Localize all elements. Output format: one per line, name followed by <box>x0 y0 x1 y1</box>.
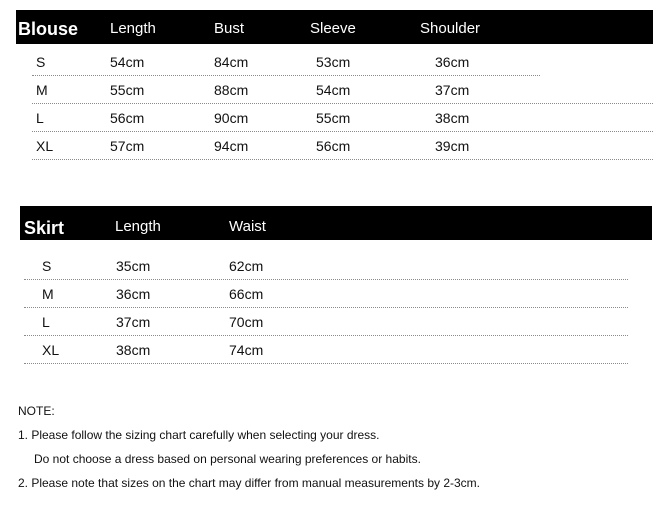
blouse-col-bust: Bust <box>214 20 245 37</box>
waist-value: 74cm <box>229 342 264 358</box>
note-line-3: 2. Please note that sizes on the chart may differ from manual measurements by 2-3cm. <box>18 476 480 490</box>
blouse-col-sleeve: Sleeve <box>310 20 356 37</box>
waist-value: 66cm <box>229 286 264 302</box>
length-value: 56cm <box>110 110 145 126</box>
sleeve-value: 56cm <box>316 138 351 154</box>
sleeve-value: 54cm <box>316 82 351 98</box>
size-label: S <box>42 258 52 274</box>
note-line-2: Do not choose a dress based on personal wearing preferences or habits. <box>34 452 421 466</box>
waist-value: 70cm <box>229 314 264 330</box>
table-row <box>24 308 628 336</box>
table-row <box>24 280 628 308</box>
size-label: L <box>42 314 50 330</box>
length-value: 36cm <box>116 286 151 302</box>
blouse-col-shoulder: Shoulder <box>420 20 481 37</box>
table-row <box>32 132 653 160</box>
table-row <box>24 252 628 280</box>
length-value: 35cm <box>116 258 151 274</box>
skirt-col-waist: Waist <box>229 218 266 235</box>
note-line-1: 1. Please follow the sizing chart carefully when selecting your dress. <box>18 428 380 442</box>
blouse-title: Blouse <box>18 19 79 39</box>
size-label: M <box>42 286 54 302</box>
bust-value: 94cm <box>214 138 249 154</box>
size-label: L <box>36 110 44 126</box>
bust-value: 84cm <box>214 54 249 70</box>
bust-value: 90cm <box>214 110 249 126</box>
size-label: XL <box>42 342 60 358</box>
shoulder-value: 38cm <box>435 110 470 126</box>
length-value: 37cm <box>116 314 151 330</box>
length-value: 54cm <box>110 54 145 70</box>
size-label: XL <box>36 138 54 154</box>
skirt-col-length: Length <box>115 218 161 235</box>
table-row <box>32 76 653 104</box>
row-divider <box>32 159 653 160</box>
length-value: 55cm <box>110 82 145 98</box>
skirt-header-bar <box>20 206 652 240</box>
skirt-title: Skirt <box>24 218 65 238</box>
waist-value: 62cm <box>229 258 264 274</box>
size-label: S <box>36 54 46 70</box>
notes-heading: NOTE: <box>18 404 55 418</box>
length-value: 57cm <box>110 138 145 154</box>
shoulder-value: 39cm <box>435 138 470 154</box>
skirt-size-table <box>20 206 652 366</box>
table-row <box>32 48 653 76</box>
sleeve-value: 55cm <box>316 110 351 126</box>
sleeve-value: 53cm <box>316 54 351 70</box>
blouse-header-bar <box>16 10 653 44</box>
table-row <box>24 336 628 364</box>
blouse-size-table <box>16 10 653 162</box>
row-divider <box>24 363 628 364</box>
table-row <box>32 104 653 132</box>
bust-value: 88cm <box>214 82 249 98</box>
length-value: 38cm <box>116 342 151 358</box>
shoulder-value: 36cm <box>435 54 470 70</box>
size-label: M <box>36 82 48 98</box>
shoulder-value: 37cm <box>435 82 470 98</box>
blouse-col-length: Length <box>110 20 156 37</box>
